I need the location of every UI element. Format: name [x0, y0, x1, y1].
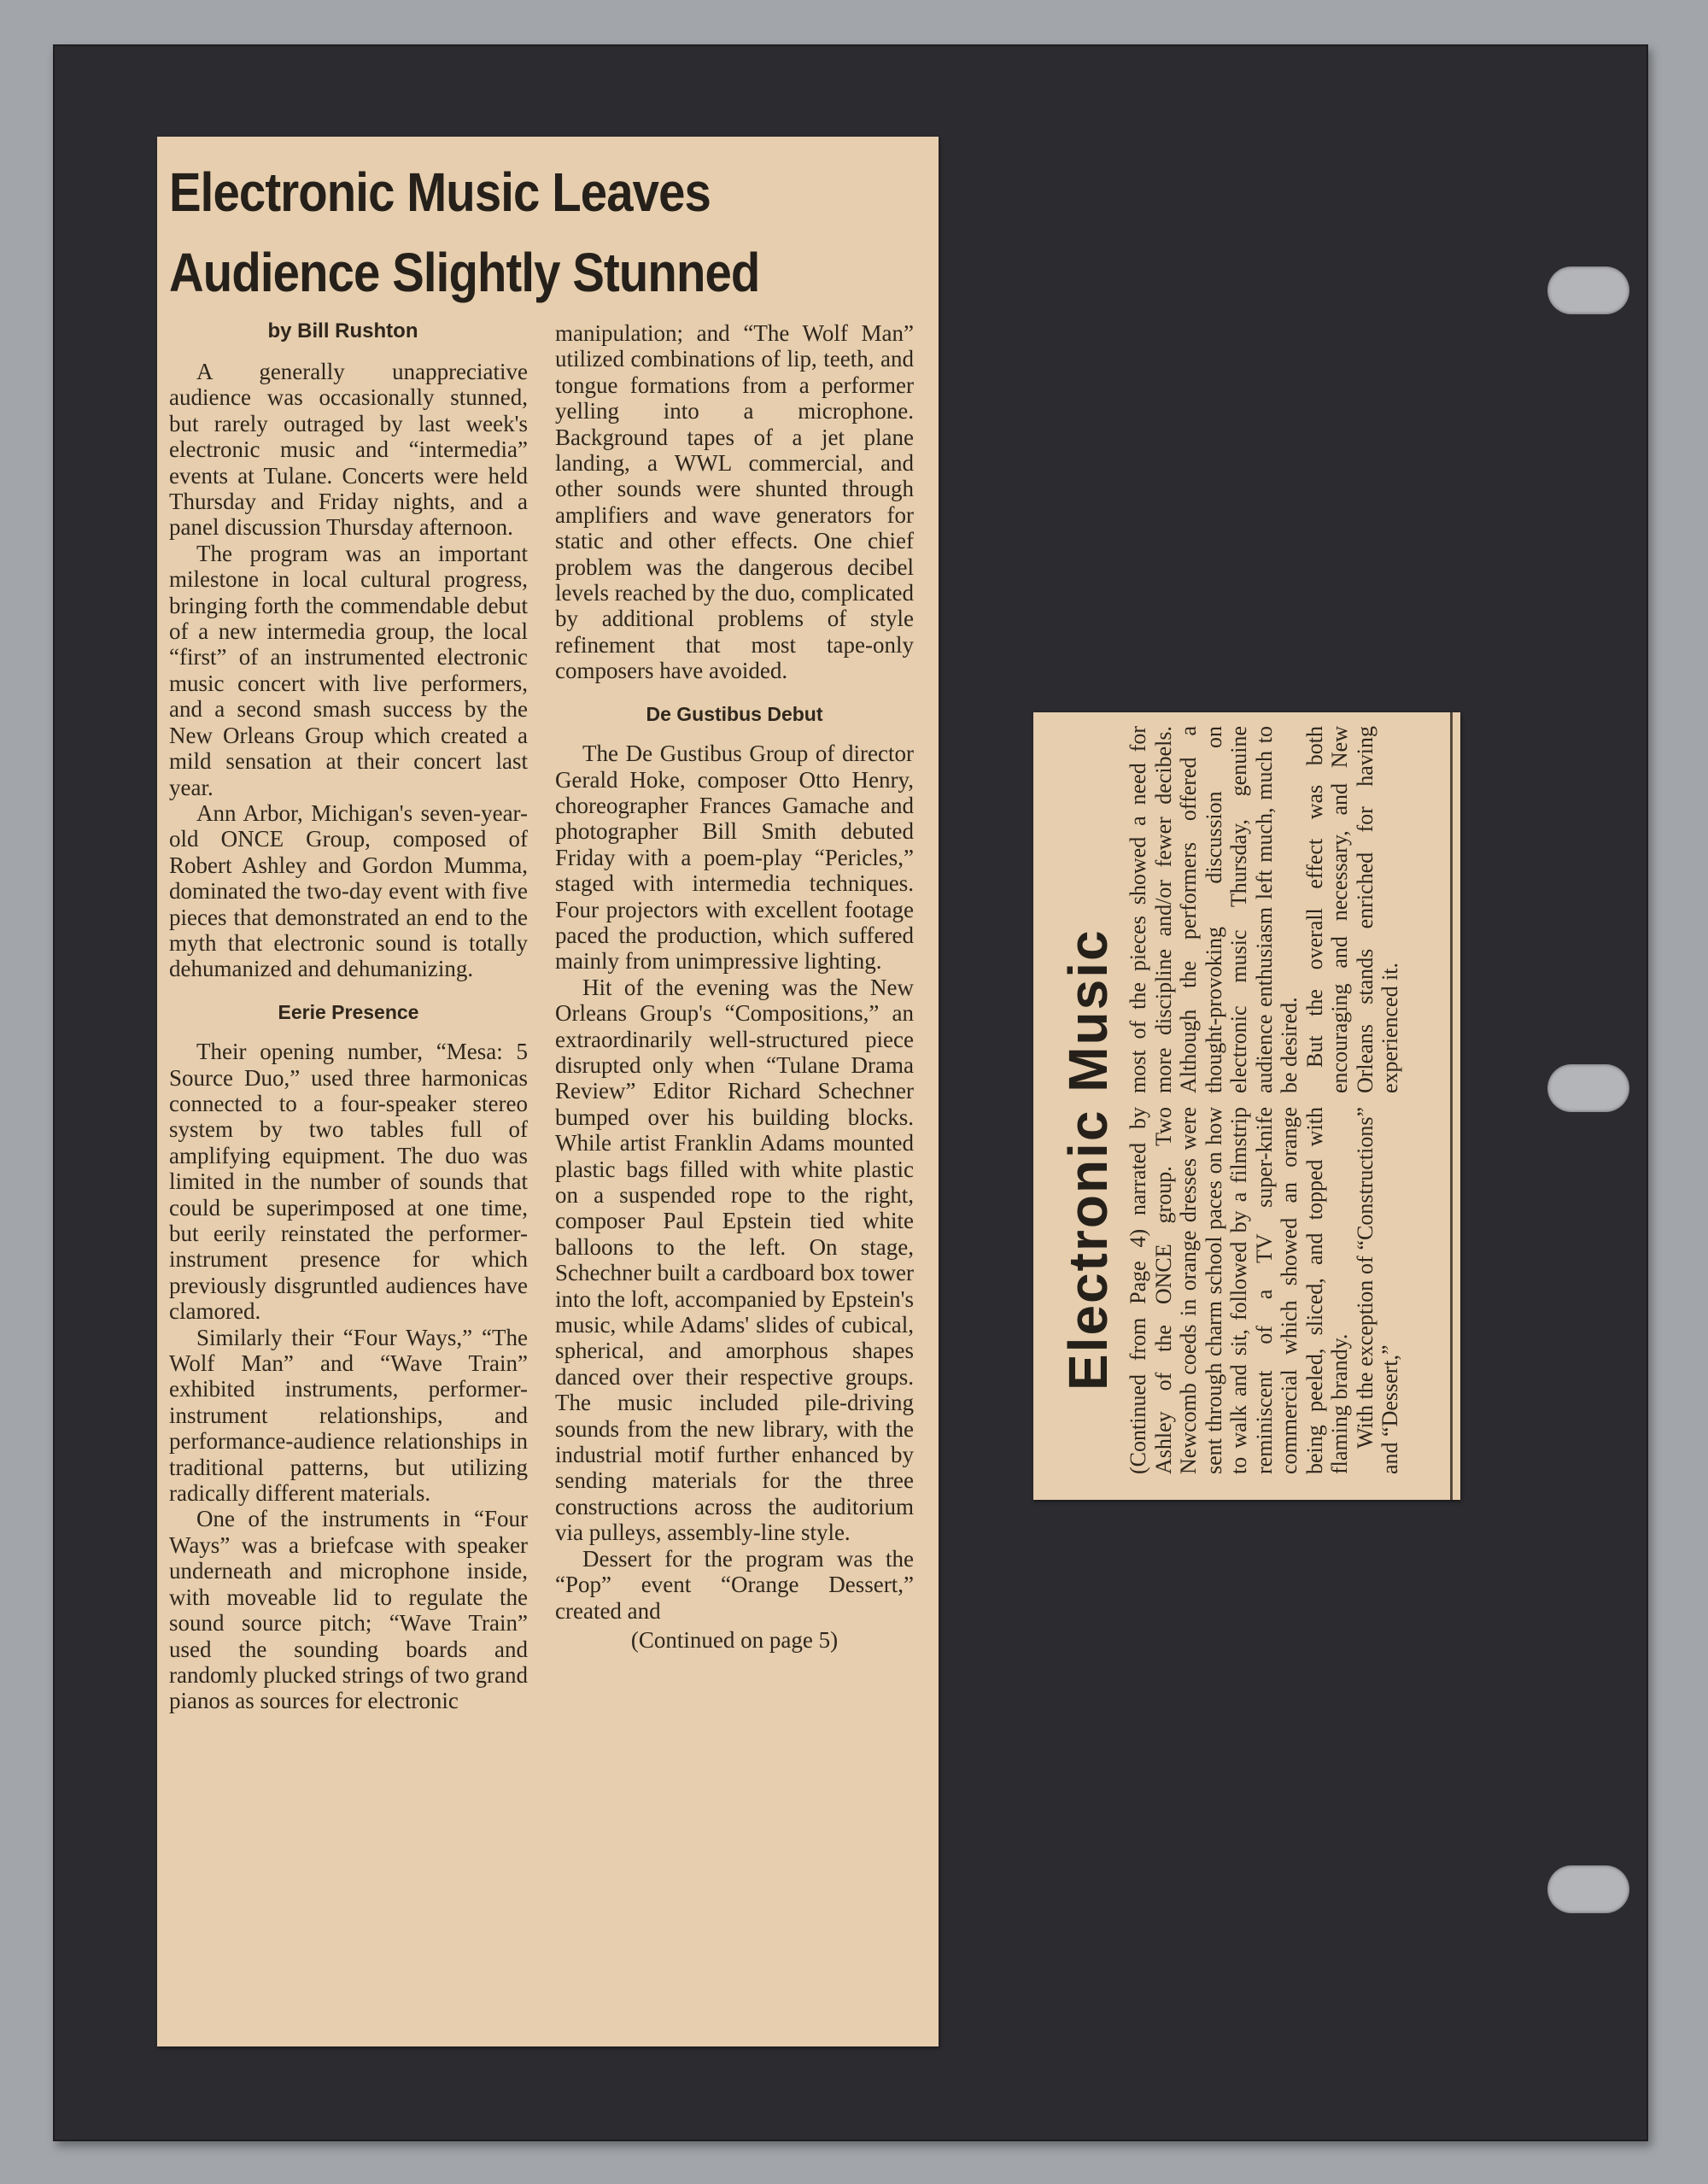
paragraph: The De Gustibus Group of director Gerald Hoke, composer Otto Henry, choreographer Frances Gamache and photographer Bill Smith debuted Friday with a poem-play “Pericles,” staged with intermedia techniques. Four projectors with excellent footage paced the production, which suffered mainly from unimpressive lighting. — [555, 741, 914, 975]
paragraph: Dessert for the program was the “Pop” event “Orange Dessert,” created and — [555, 1545, 914, 1624]
main-article-clipping — [157, 137, 939, 2046]
continued-note: (Continued on page 5) — [630, 1626, 839, 1653]
headline-line-1: Electronic Music Leaves — [169, 161, 711, 223]
binder-hole-top — [1547, 266, 1629, 314]
headline-line-2: Audience Slightly Stunned — [169, 242, 760, 303]
article-column-2 — [555, 320, 914, 1653]
paragraph: One of the instruments in “Four Ways” was a briefcase with speaker underneath and microphone inside, with moveable lid to regulate the sound source pitch; “Wave Train” used the sounding boards and randomly plucked strings of two grand pianos as sources for electronic — [169, 1506, 528, 1714]
paragraph: The program was an important milestone in local cultural progress, bringing forth the commendable debut of a new intermedia group, the local “first” of an instrumented electronic music concert with live performers, and a second smash success by the New Orleans Group which created a mild sensation at their concert last year. — [169, 540, 528, 800]
subheading-eerie-presence: Eerie Presence — [278, 1000, 419, 1023]
paragraph: most of the pieces showed a need for more discipline and/or fewer decibels. Although the performers offered a thought-provoking discussion on electronic music Thursday, genuine audience enthusiasm left much, much to be desired. — [1126, 726, 1301, 1093]
paragraph: Their opening number, “Mesa: 5 Source Duo,” used three harmonicas connected to a four-speaker stereo system by two tables full of amplifying equipment. The duo was limited in the number of sounds that could be superimposed at one time, but eerily reinstated the performer-instrument presence for which previously disgruntled audiences have clamored. — [169, 1039, 528, 1325]
headline — [169, 152, 830, 313]
paragraph: Ann Arbor, Michigan's seven-year-old ONCE Group, composed of Robert Ashley and Gordon Mumma, dominated the two-day event with five pieces that demonstrated an end to the myth that electronic sound is totally dehumanized and dehumanizing. — [169, 799, 528, 982]
paragraph: Hit of the evening was the New Orleans Group's “Compositions,” an extraordinarily well-structured piece disrupted only when “Tulane Drama Review” Editor Richard Schechner bumped over his building blocks. While artist Franklin Adams mounted plastic bags filled with white plastic on a suspended rope to the right, composer Paul Epstein tied white balloons to the left. On stage, Schechner built a cardboard box tower into the loft, accompanied by Epstein's music, while Adams' slides of cubical, spherical, and amorphous shapes danced over their respective groups. The music included pile-driving sounds from the new library, with the industrial motif further enhanced by sending materials for the three constructions across the auditorium via pulleys, assembly-line style. — [555, 974, 914, 1546]
rotated-continuation — [1033, 712, 1460, 1500]
continuation-column-1 — [1126, 1107, 1403, 1474]
binder-hole-bottom — [1547, 1865, 1629, 1913]
column-rule — [1450, 712, 1453, 1500]
continuation-clipping — [1033, 712, 1460, 1500]
paragraph: But the overall effect was both encouraging and necessary, and New Orleans stands enriched for having experienced it. — [1301, 726, 1402, 1093]
paragraph: Similarly their “Four Ways,” “The Wolf Man” and “Wave Train” exhibited instruments, performer-instrument relationships, and performance-audience relationships in traditional patterns, but utilizing radically different materials. — [169, 1324, 528, 1507]
paragraph: manipulation; and “The Wolf Man” utilized combinations of lip, teeth, and tongue formations from a performer yelling into a microphone. Background tapes of a jet plane landing, a WWL commercial, and other sounds were shunted through amplifiers and wave generators for static and other effects. One chief problem was the dangerous decibel levels reached by the duo, complicated by additional problems of style refinement that most tape-only composers have avoided. — [555, 320, 914, 684]
continuation-headline: Electronic Music — [1057, 928, 1119, 1391]
paragraph: A generally unappreciative audience was occasionally stunned, but rarely outraged by last week's electronic music and “intermedia” events at Tulane. Concerts were held Thursday and Friday nights, and a panel discussion Thursday afternoon. — [169, 359, 528, 541]
paragraph: With the exception of “Constructions” and “Dessert,” — [1352, 1107, 1402, 1474]
subheading-de-gustibus-debut: De Gustibus Debut — [646, 702, 823, 725]
byline: by Bill Rushton — [267, 319, 418, 343]
binder-hole-middle — [1547, 1064, 1629, 1112]
article-column-1 — [169, 359, 528, 1714]
paragraph: (Continued from Page 4) narrated by Ashley of the ONCE group. Two Newcomb coeds in orange dresses were sent through charm school paces on how to walk and sit, followed by a filmstrip reminiscent of a TV super-knife commercial which showed an orange being peeled, sliced, and topped with flaming brandy. — [1126, 1107, 1352, 1474]
continuation-column-2 — [1126, 726, 1403, 1093]
